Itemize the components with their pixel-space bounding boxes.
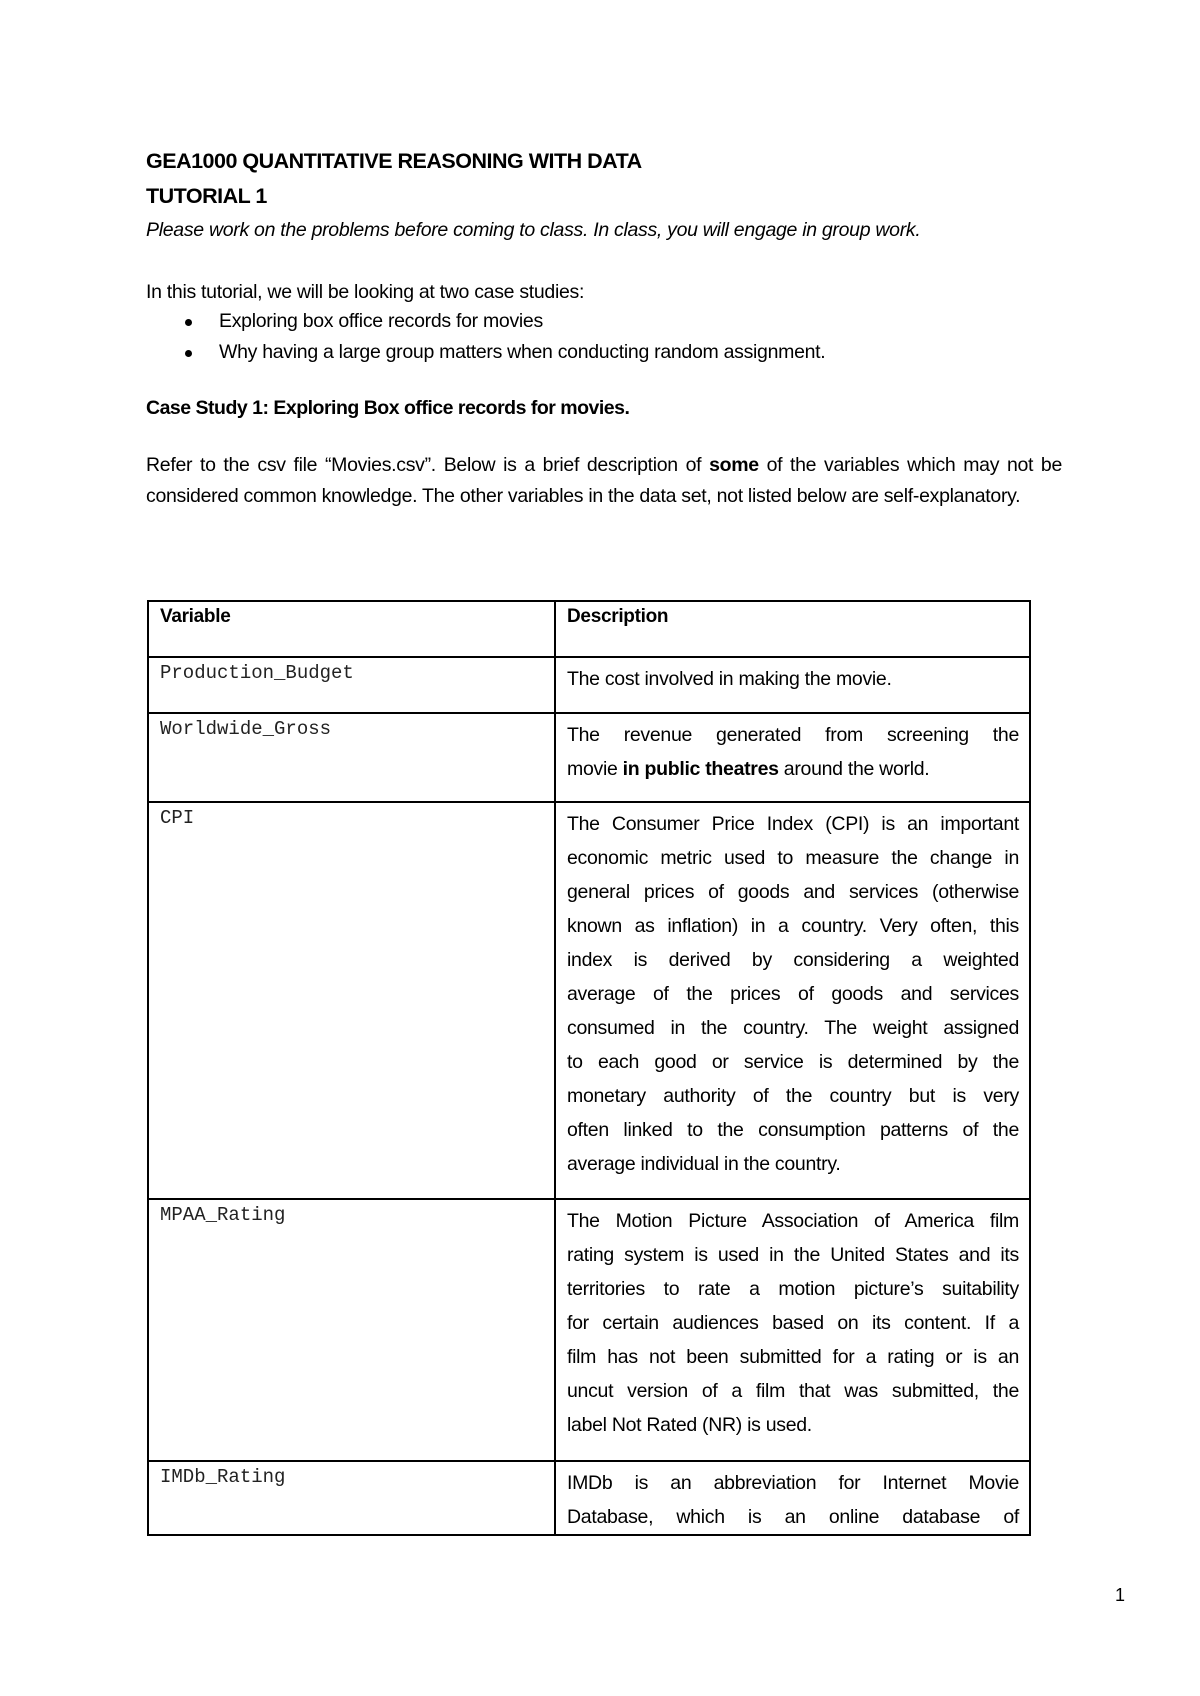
description-line: general prices of goods and services (otherwise: [567, 881, 1019, 903]
header-variable: Variable: [148, 601, 555, 657]
header-description: Description: [555, 601, 1030, 657]
description-line: known as inflation) in a country. Very often, this: [567, 915, 1019, 937]
description-line: [567, 752, 1019, 786]
description-line: The Motion Picture Association of America film: [567, 1210, 1019, 1232]
table-row: [148, 1461, 1030, 1535]
description-line: consumed in the country. The weight assigned: [567, 1017, 1019, 1039]
variable-description: [555, 657, 1030, 713]
table-row: [148, 713, 1030, 802]
description-paragraph: [146, 450, 1062, 512]
para-text: Refer to the csv file “Movies.csv”. Below is a brief description of: [146, 454, 710, 476]
variable-name: MPAA_Rating: [148, 1199, 555, 1461]
list-item: Why having a large group matters when conducting random assignment.: [146, 337, 1066, 368]
description-line: territories to rate a motion picture’s suitability: [567, 1278, 1019, 1300]
table-row: [148, 1199, 1030, 1461]
variable-description: [555, 1199, 1030, 1461]
table-header-row: [148, 601, 1030, 657]
instruction-text: Please work on the problems before coming to class. In class, you will engage in group work.: [146, 219, 921, 241]
description-line: monetary authority of the country but is very: [567, 1085, 1019, 1107]
para-text: of the variables which may not be considered common knowledge. The other variables in the data set, not listed below are self-explanatory.: [146, 454, 1063, 507]
variable-description: [555, 713, 1030, 802]
description-line: to each good or service is determined by the: [567, 1051, 1019, 1073]
text-segment: around the world.: [778, 758, 930, 780]
intro-text: In this tutorial, we will be looking at two case studies:: [146, 281, 585, 303]
description-line: The Consumer Price Index (CPI) is an important: [567, 813, 1019, 835]
variable-description: [555, 1461, 1030, 1535]
description-line: average of the prices of goods and services: [567, 983, 1019, 1005]
tutorial-title: TUTORIAL 1: [146, 184, 267, 208]
course-title: GEA1000 QUANTITATIVE REASONING WITH DATA: [146, 149, 642, 173]
variable-name: Worldwide_Gross: [148, 713, 555, 802]
variable-description: [555, 802, 1030, 1199]
description-line: index is derived by considering a weighted: [567, 949, 1019, 971]
description-line: often linked to the consumption patterns of the: [567, 1119, 1019, 1141]
description-line: uncut version of a film that was submitted, the: [567, 1380, 1019, 1402]
description-line: The cost involved in making the movie.: [567, 668, 892, 690]
description-line: rating system is used in the United States and its: [567, 1244, 1019, 1266]
variable-name: IMDb_Rating: [148, 1461, 555, 1535]
description-line: IMDb is an abbreviation for Internet Movie: [567, 1472, 1019, 1494]
variable-name: Production_Budget: [148, 657, 555, 713]
description-line: label Not Rated (NR) is used.: [567, 1414, 812, 1436]
description-line: economic metric used to measure the change in: [567, 847, 1019, 869]
variable-name: CPI: [148, 802, 555, 1199]
description-line: film has not been submitted for a rating or is an: [567, 1346, 1019, 1368]
text-segment: movie: [567, 758, 623, 780]
page-number: 1: [1115, 1585, 1126, 1605]
description-line: The revenue generated from screening the: [567, 724, 1019, 746]
variables-table: [147, 600, 1031, 1536]
table-row: [148, 657, 1030, 713]
list-item: Exploring box office records for movies: [146, 306, 1066, 337]
description-line: Database, which is an online database of: [567, 1506, 1019, 1528]
para-bold-text: some: [709, 454, 759, 476]
bold-text: in public theatres: [622, 758, 779, 780]
description-line: for certain audiences based on its content. If a: [567, 1312, 1019, 1334]
case-study-list: [146, 306, 1066, 368]
case-study-heading: Case Study 1: Exploring Box office records for movies.: [146, 397, 630, 419]
table-row: [148, 802, 1030, 1199]
description-line: average individual in the country.: [567, 1153, 841, 1175]
